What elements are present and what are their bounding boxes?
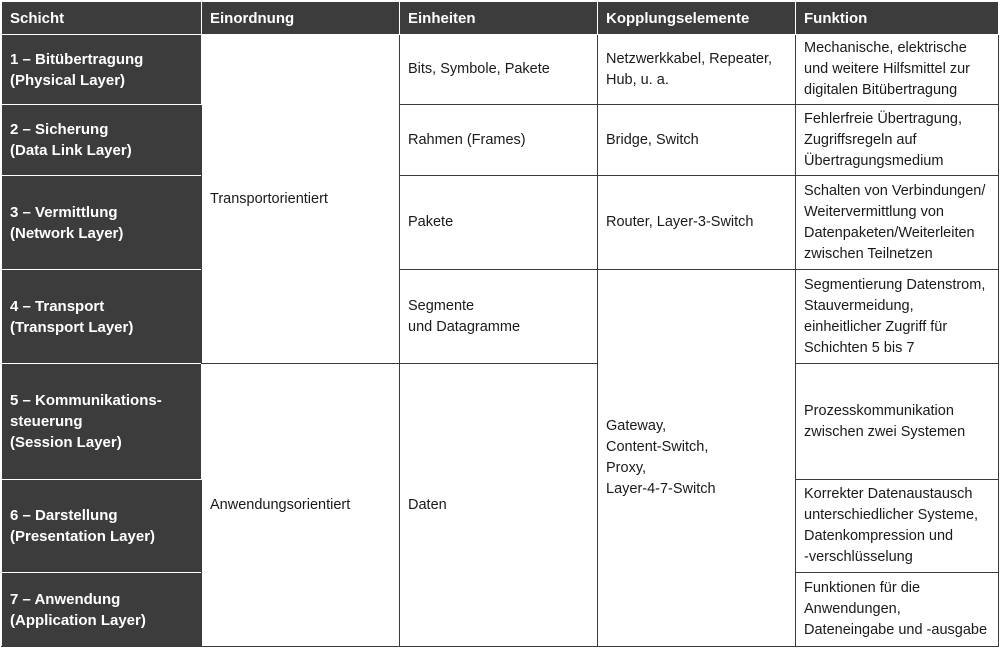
layer-3-function: Schalten von Verbindungen/ Weitervermittlung von Datenpaketen/Weiterleiten zwischen Teilnetzen <box>796 176 999 270</box>
layer-4-function: Segmentierung Datenstrom, Stauvermeidung, einheitlicher Zugriff für Schichten 5 bis 7 <box>796 270 999 364</box>
table-row <box>2 105 999 176</box>
layer-3-label: 3 – Vermittlung (Network Layer) <box>2 176 202 270</box>
layer-1-units: Bits, Symbole, Pakete <box>400 35 598 105</box>
header-classification: Einordnung <box>202 2 400 35</box>
header-units: Einheiten <box>400 2 598 35</box>
table-row <box>2 270 999 364</box>
layer-4-label: 4 – Transport (Transport Layer) <box>2 270 202 364</box>
layer-2-units: Rahmen (Frames) <box>400 105 598 176</box>
application-oriented-cell: Anwendungsorientiert <box>202 364 400 647</box>
layer-6-label: 6 – Darstellung (Presentation Layer) <box>2 480 202 573</box>
layer-6-function: Korrekter Datenaustausch unterschiedlicher Systeme, Datenkompression und -verschlüsselung <box>796 480 999 573</box>
coupling-upper-cell: Gateway, Content-Switch, Proxy, Layer-4-7-Switch <box>598 270 796 647</box>
header-function: Funktion <box>796 2 999 35</box>
header-layer: Schicht <box>2 2 202 35</box>
layer-1-function: Mechanische, elektrische und weitere Hilfsmittel zur digitalen Bitübertragung <box>796 35 999 105</box>
layer-4-units: Segmente und Datagramme <box>400 270 598 364</box>
layer-7-function: Funktionen für die Anwendungen, Dateneingabe und -ausgabe <box>796 573 999 647</box>
layer-2-label: 2 – Sicherung (Data Link Layer) <box>2 105 202 176</box>
table-row <box>2 176 999 270</box>
header-row <box>2 2 999 35</box>
layer-7-label: 7 – Anwendung (Application Layer) <box>2 573 202 647</box>
table-row <box>2 35 999 105</box>
table-row <box>2 364 999 480</box>
transport-oriented-cell: Transportorientiert <box>202 35 400 364</box>
layer-5-label: 5 – Kommunikations- steuerung (Session Layer) <box>2 364 202 480</box>
layer-2-coupling: Bridge, Switch <box>598 105 796 176</box>
layer-2-function: Fehlerfreie Übertragung, Zugriffsregeln auf Übertragungsmedium <box>796 105 999 176</box>
layer-3-units: Pakete <box>400 176 598 270</box>
layer-1-coupling: Netzwerkkabel, Repeater, Hub, u. a. <box>598 35 796 105</box>
layer-5-function: Prozesskommunikation zwischen zwei Systemen <box>796 364 999 480</box>
osi-layer-table <box>1 1 999 647</box>
header-coupling: Kopplungselemente <box>598 2 796 35</box>
layer-1-label: 1 – Bitübertragung (Physical Layer) <box>2 35 202 105</box>
layer-3-coupling: Router, Layer-3-Switch <box>598 176 796 270</box>
units-upper-cell: Daten <box>400 364 598 647</box>
